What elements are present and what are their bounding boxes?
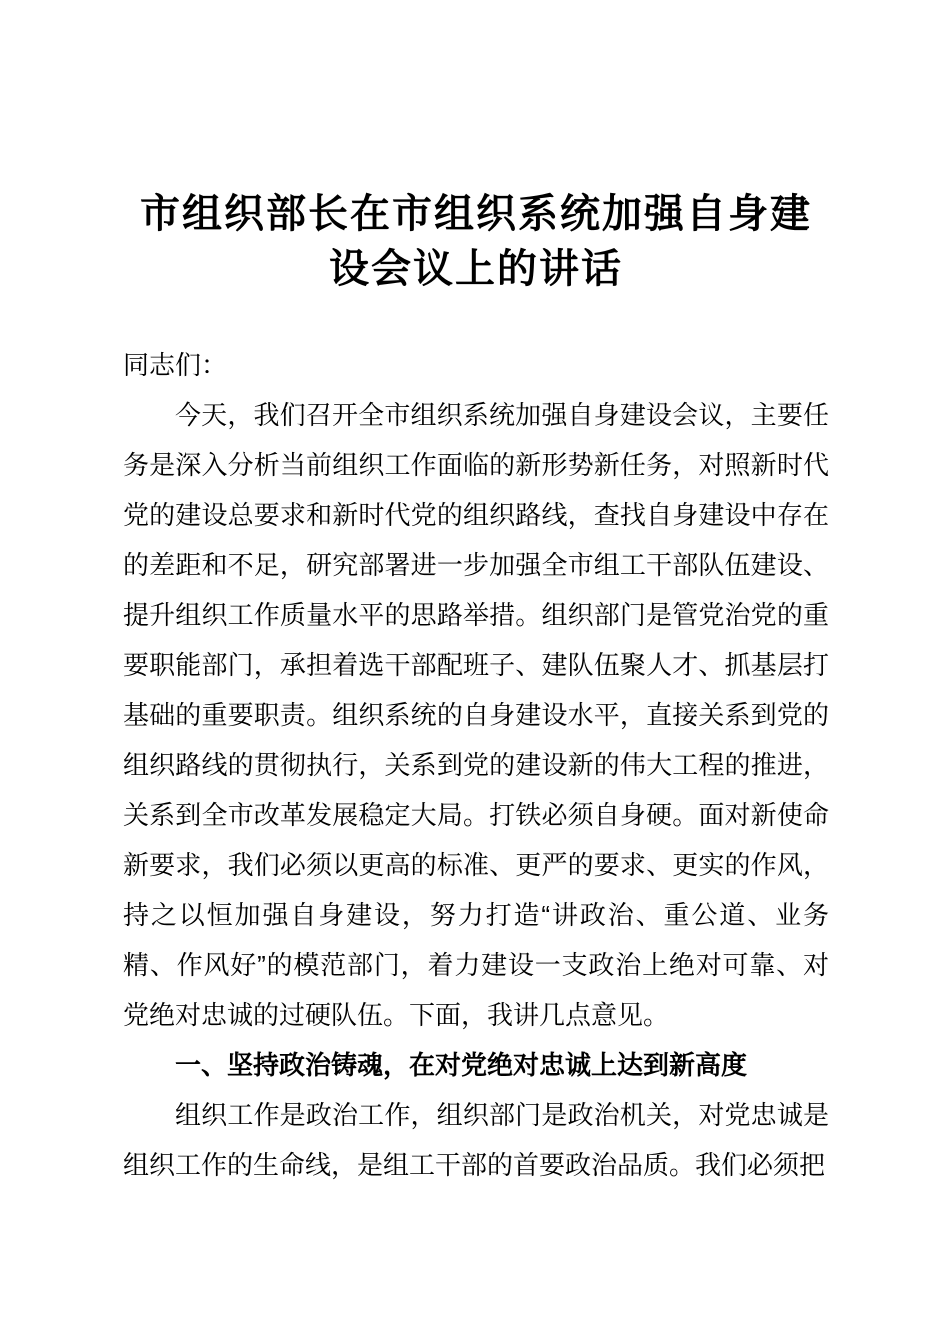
document-content <box>123 186 829 1190</box>
section-1-heading: 一、坚持政治铸魂，在对党绝对忠诚上达到新高度 <box>175 1050 748 1080</box>
section-1-paragraph: 组织工作是政治工作，组织部门是政治机关，对党忠诚是组织工作的生命线，是组工干部的首要政治品质。我们必须把 <box>123 1100 829 1180</box>
document-title-line-1: 市组织部长在市组织系统加强自身建 <box>140 191 812 236</box>
document-title <box>123 186 829 296</box>
opening-paragraph: 今天，我们召开全市组织系统加强自身建设会议，主要任务是深入分析当前组织工作面临的新形势新任务，对照新时代党的建设总要求和新时代党的组织路线，查找自身建设中存在的差距和不足，研究部署进一步加强全市组工干部队伍建设、提升组织工作质量水平的思路举措。组织部门是管党治党的重要职能部门，承担着选干部配班子、建队伍聚人才、抓基层打基础的重要职责。组织系统的自身建设水平，直接关系到党的组织路线的贯彻执行，关系到党的建设新的伟大工程的推进，关系到全市改革发展稳定大局。打铁必须自身硬。面对新使命新要求，我们必须以更高的标准、更严的要求、更实的作风，持之以恒加强自身建设，努力打造“讲政治、重公道、业务精、作风好”的模范部门，着力建设一支政治上绝对可靠、对党绝对忠诚的过硬队伍。下面，我讲几点意见。 <box>123 400 829 1030</box>
salutation: 同志们： <box>123 350 228 380</box>
document-title-line-2: 设会议上的讲话 <box>329 246 623 291</box>
